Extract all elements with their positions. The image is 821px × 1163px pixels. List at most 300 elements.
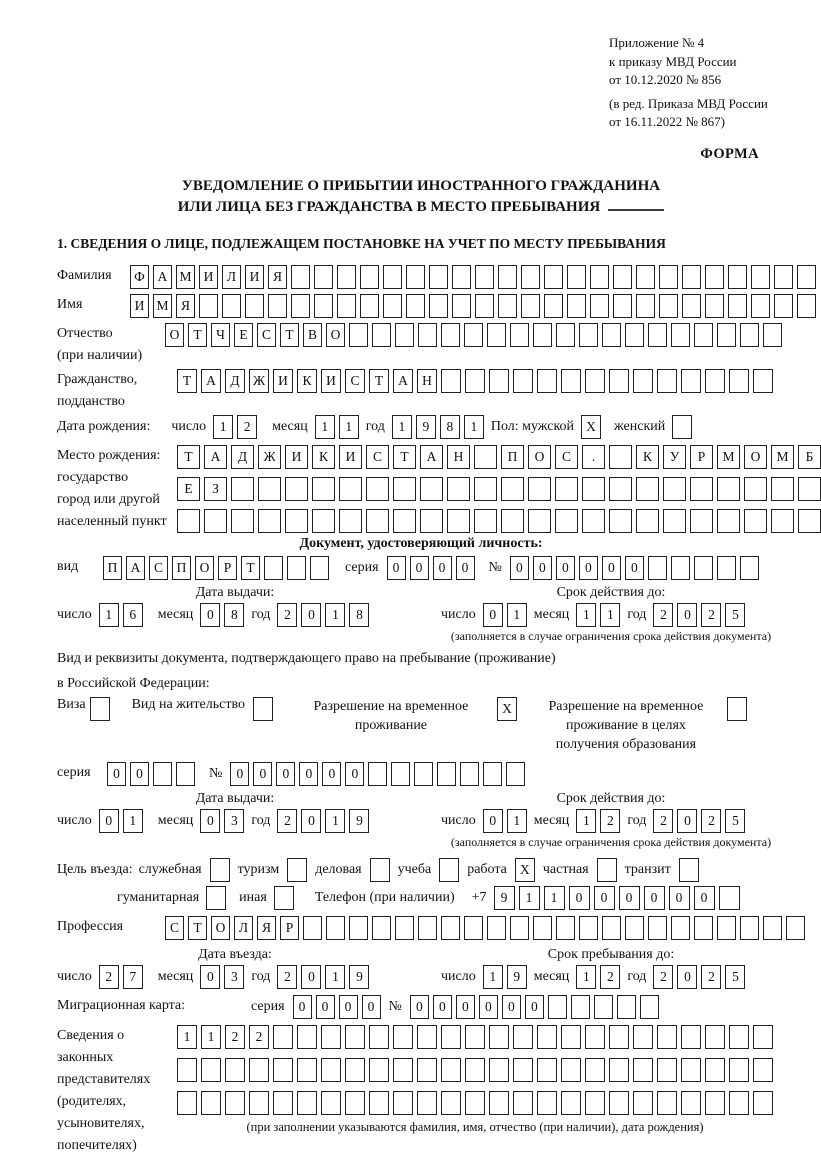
form-cell: Я	[257, 916, 276, 940]
form-cell	[321, 1025, 341, 1049]
form-cell: 2	[600, 965, 620, 989]
form-cell: 0	[387, 556, 406, 580]
citizenship-row	[57, 369, 785, 413]
visa-label: Виза	[57, 696, 86, 712]
form-cell: 2	[653, 965, 673, 989]
form-cell	[441, 916, 460, 940]
form-cell	[273, 1058, 293, 1082]
form-cell: М	[153, 294, 172, 318]
form-cell: У	[663, 445, 686, 469]
form-cell	[465, 369, 485, 393]
birth-month-cells	[315, 415, 359, 439]
purpose-business-checkbox	[370, 858, 390, 882]
form-cell	[176, 762, 195, 786]
form-cell	[719, 886, 740, 910]
form-cell: 1	[576, 603, 596, 627]
form-cell: 6	[123, 603, 143, 627]
form-cell	[561, 369, 581, 393]
form-cell: 1	[600, 603, 620, 627]
form-cell	[633, 1058, 653, 1082]
form-cell	[90, 697, 110, 721]
form-cell	[222, 294, 241, 318]
entry-dates-block	[57, 946, 785, 989]
guardians-label-line: усыновителях,	[57, 1115, 145, 1131]
valid-note: (заполняется в случае ограничения срока действия документа)	[450, 834, 772, 849]
stay-until-group	[441, 946, 781, 989]
birthplace-row1	[177, 445, 821, 469]
form-cell: Ч	[211, 323, 230, 347]
form-cell	[681, 1091, 701, 1115]
form-cell	[636, 509, 659, 533]
form-cell: Д	[225, 369, 245, 393]
form-cell	[429, 265, 448, 289]
form-cell	[303, 916, 322, 940]
form-cell	[705, 265, 724, 289]
form-cell: 1	[392, 415, 412, 439]
form-cell: 1	[507, 603, 527, 627]
permit-number-cells	[230, 762, 525, 786]
form-cell	[609, 1025, 629, 1049]
form-cell: Р	[280, 916, 299, 940]
form-cell	[585, 369, 605, 393]
day-label: число	[441, 606, 476, 622]
form-cell: 1	[507, 809, 527, 833]
form-cell	[395, 323, 414, 347]
guardians-block	[57, 1025, 785, 1157]
iddoc-issue-group	[57, 584, 413, 627]
migcard-row	[57, 995, 785, 1019]
form-cell	[648, 916, 667, 940]
form-cell	[513, 1058, 533, 1082]
iddoc-exp-year-cells	[653, 603, 745, 627]
form-cell	[258, 509, 281, 533]
form-cell: 0	[301, 603, 321, 627]
form-cell	[314, 265, 333, 289]
form-cell	[579, 323, 598, 347]
iddoc-heading: Документ, удостоверяющий личность:	[299, 535, 543, 551]
form-cell	[383, 294, 402, 318]
form-cell	[321, 1091, 341, 1115]
surname-cells	[130, 265, 816, 289]
purpose-other-label: иная	[239, 889, 267, 905]
migcard-number-cells	[410, 995, 659, 1019]
form-cell: 0	[669, 886, 690, 910]
form-cell	[291, 294, 310, 318]
iddoc-issue-day-cells	[99, 603, 143, 627]
form-cell	[717, 477, 740, 501]
firstname-label: Имя	[57, 296, 83, 312]
form-cell: М	[176, 265, 195, 289]
form-cell	[763, 916, 782, 940]
form-cell	[513, 369, 533, 393]
form-cell	[727, 697, 747, 721]
form-cell: 0	[456, 995, 475, 1019]
form-cell	[337, 265, 356, 289]
form-cell	[465, 1025, 485, 1049]
form-cell: 1	[544, 886, 565, 910]
form-cell	[199, 294, 218, 318]
form-cell	[537, 1025, 557, 1049]
form-cell	[609, 477, 632, 501]
form-cell: 0	[556, 556, 575, 580]
form-cell	[797, 265, 816, 289]
form-cell: 0	[253, 762, 272, 786]
form-cell	[528, 477, 551, 501]
surname-row	[57, 265, 785, 289]
form-cell	[636, 477, 659, 501]
migcard-number-label: №	[388, 998, 402, 1014]
purpose-label: Цель въезда:	[57, 861, 133, 877]
form-cell: 1	[483, 965, 503, 989]
form-cell	[556, 916, 575, 940]
valid-note: (заполняется в случае ограничения срока действия документа)	[450, 628, 772, 643]
form-cell	[648, 323, 667, 347]
purpose-work-label: работа	[467, 861, 507, 877]
guardians-note: (при заполнении указываются фамилия, имя, отчество (при наличии), дата рождения)	[246, 1119, 704, 1134]
form-cell: С	[165, 916, 184, 940]
form-cell	[177, 509, 200, 533]
phone-cells	[494, 886, 740, 910]
form-cell: 0	[301, 965, 321, 989]
form-cell	[417, 1091, 437, 1115]
form-cell	[521, 294, 540, 318]
form-cell	[268, 294, 287, 318]
form-cell: Т	[280, 323, 299, 347]
form-cell	[285, 477, 308, 501]
form-cell: Р	[218, 556, 237, 580]
form-cell: О	[744, 445, 767, 469]
form-cell	[705, 1058, 725, 1082]
form-cell	[633, 1025, 653, 1049]
form-cell	[729, 369, 749, 393]
form-cell	[339, 509, 362, 533]
form-cell: 0	[533, 556, 552, 580]
form-cell: 0	[130, 762, 149, 786]
form-cell	[393, 1025, 413, 1049]
permit-dates-block	[57, 790, 785, 850]
year-label: год	[365, 418, 385, 434]
form-cell	[571, 995, 590, 1019]
form-cell	[383, 265, 402, 289]
form-cell	[274, 886, 294, 910]
form-cell: 8	[349, 603, 369, 627]
form-cell	[437, 762, 456, 786]
month-label: месяц	[533, 968, 570, 984]
month-label: месяц	[533, 606, 570, 622]
form-cell	[681, 1058, 701, 1082]
form-cell: 0	[502, 995, 521, 1019]
form-cell	[740, 556, 759, 580]
temp-residence-edu-label: Разрешение на временное проживание в целях получения образования	[548, 698, 704, 752]
year-label: год	[627, 812, 647, 828]
form-cell	[537, 1091, 557, 1115]
surname-label: Фамилия	[57, 267, 112, 283]
purpose-private-checkbox	[597, 858, 617, 882]
permit-issue-year-cells	[277, 809, 369, 833]
form-cell: 2	[653, 603, 673, 627]
form-cell: 0	[276, 762, 295, 786]
form-cell: 0	[525, 995, 544, 1019]
form-cell	[640, 995, 659, 1019]
month-label: месяц	[157, 812, 194, 828]
form-cell: Т	[369, 369, 389, 393]
form-cell: X	[497, 697, 517, 721]
form-cell: X	[515, 858, 535, 882]
permit-exp-month-cells	[576, 809, 620, 833]
form-cell: 9	[416, 415, 436, 439]
form-cell	[679, 858, 699, 882]
purpose-row2	[117, 886, 785, 910]
form-cell	[177, 1058, 197, 1082]
form-cell	[694, 916, 713, 940]
form-cell: С	[345, 369, 365, 393]
doc-type-label: вид	[57, 558, 79, 574]
form-cell	[452, 265, 471, 289]
permit-number-label: №	[209, 765, 223, 781]
form-cell: К	[297, 369, 317, 393]
iddoc-issue-month-cells	[200, 603, 244, 627]
form-cell	[231, 477, 254, 501]
month-label: месяц	[272, 418, 308, 434]
form-cell: С	[149, 556, 168, 580]
form-cell: И	[273, 369, 293, 393]
form-cell: Т	[177, 445, 200, 469]
form-cell	[537, 369, 557, 393]
patronymic-label-line1: Отчество	[57, 325, 113, 341]
form-cell	[498, 265, 517, 289]
form-cell	[406, 294, 425, 318]
form-cell: А	[201, 369, 221, 393]
birthplace-cells	[177, 445, 821, 533]
form-cell: 0	[316, 995, 335, 1019]
form-cell	[310, 556, 329, 580]
stay-until-title: Срок пребывания до:	[547, 946, 675, 962]
form-cell	[464, 323, 483, 347]
form-cell	[613, 265, 632, 289]
form-cell: Н	[417, 369, 437, 393]
birthplace-label-line2: государство	[57, 469, 129, 485]
iddoc-issue-year-cells	[277, 603, 369, 627]
form-cell: Б	[798, 445, 821, 469]
form-cell: О	[165, 323, 184, 347]
form-cell: 1	[325, 965, 345, 989]
form-cell	[474, 509, 497, 533]
form-cell: 1	[576, 809, 596, 833]
form-cell	[556, 323, 575, 347]
form-cell	[369, 1025, 389, 1049]
form-cell: О	[326, 323, 345, 347]
form-cell	[657, 1058, 677, 1082]
form-cell: Д	[231, 445, 254, 469]
form-cell	[489, 1058, 509, 1082]
residence-permit-checkbox	[253, 697, 273, 721]
form-cell	[513, 1091, 533, 1115]
form-cell	[447, 509, 470, 533]
iddoc-exp-day-cells	[483, 603, 527, 627]
form-cell	[528, 509, 551, 533]
form-cell	[544, 265, 563, 289]
birthplace-block	[57, 445, 814, 533]
form-cell: 0	[579, 556, 598, 580]
form-cell	[609, 445, 632, 469]
form-cell: 2	[249, 1025, 269, 1049]
form-cell	[393, 1091, 413, 1115]
form-cell: П	[501, 445, 524, 469]
birthplace-label	[57, 445, 177, 533]
temp-residence-checkbox	[497, 697, 517, 721]
form-title	[57, 176, 785, 218]
purpose-study-label: учеба	[397, 861, 432, 877]
purpose-study-checkbox	[439, 858, 459, 882]
phone-prefix: +7	[471, 889, 487, 905]
form-cell: И	[130, 294, 149, 318]
form-cell	[314, 294, 333, 318]
form-cell	[555, 477, 578, 501]
form-cell	[395, 916, 414, 940]
form-cell	[368, 762, 387, 786]
form-cell: 0	[99, 809, 119, 833]
permit-exp-year-cells	[653, 809, 745, 833]
purpose-tourism-label: туризм	[237, 861, 280, 877]
form-cell	[287, 556, 306, 580]
form-cell: 0	[594, 886, 615, 910]
form-cell	[297, 1058, 317, 1082]
form-cell	[393, 477, 416, 501]
form-cell: 2	[701, 965, 721, 989]
doc-type-cells	[103, 556, 329, 580]
form-cell	[177, 1091, 197, 1115]
form-cell	[253, 697, 273, 721]
form-cell	[602, 323, 621, 347]
form-cell	[753, 1058, 773, 1082]
form-cell	[561, 1091, 581, 1115]
form-cell	[717, 916, 736, 940]
form-cell: О	[211, 916, 230, 940]
form-cell: К	[312, 445, 335, 469]
form-cell	[489, 1091, 509, 1115]
form-cell	[555, 509, 578, 533]
form-cell: 0	[301, 809, 321, 833]
form-cell	[483, 762, 502, 786]
form-cell	[753, 369, 773, 393]
form-cell: 0	[644, 886, 665, 910]
form-cell	[369, 1058, 389, 1082]
form-cell	[533, 323, 552, 347]
form-cell	[548, 995, 567, 1019]
form-cell	[609, 369, 629, 393]
form-cell: 0	[479, 995, 498, 1019]
birthdate-row	[57, 415, 785, 439]
sex-female-checkbox	[672, 415, 692, 439]
form-cell	[264, 556, 283, 580]
form-cell	[657, 1091, 677, 1115]
day-label: число	[57, 606, 92, 622]
purpose-business-label: деловая	[315, 861, 362, 877]
form-cell: 0	[200, 809, 220, 833]
form-cell	[326, 916, 345, 940]
form-cell	[771, 509, 794, 533]
permit-series-label: серия	[57, 764, 91, 780]
form-cell	[717, 556, 736, 580]
form-cell	[740, 916, 759, 940]
profession-row	[57, 916, 785, 940]
form-cell: 0	[322, 762, 341, 786]
birthdate-label: Дата рождения:	[57, 418, 151, 434]
form-cell: 0	[410, 556, 429, 580]
patronymic-cells	[165, 323, 782, 347]
form-cell: Ф	[130, 265, 149, 289]
appendix-reference	[609, 34, 785, 132]
purpose-row	[57, 858, 785, 882]
form-cell	[617, 995, 636, 1019]
form-cell	[594, 995, 613, 1019]
form-cell	[579, 916, 598, 940]
form-cell	[636, 265, 655, 289]
form-cell	[659, 265, 678, 289]
form-title-line2: ИЛИ ЛИЦА БЕЗ ГРАЖДАНСТВА В МЕСТО ПРЕБЫВАНИЯ	[177, 198, 601, 215]
entry-date-group	[57, 946, 413, 989]
form-cell	[420, 477, 443, 501]
form-cell	[705, 1025, 725, 1049]
form-cell: 0	[230, 762, 249, 786]
day-label: число	[57, 968, 92, 984]
form-cell: 7	[123, 965, 143, 989]
form-cell: М	[717, 445, 740, 469]
year-label: год	[627, 606, 647, 622]
form-cell	[774, 294, 793, 318]
form-cell	[585, 1025, 605, 1049]
form-cell	[690, 509, 713, 533]
form-cell: 0	[625, 556, 644, 580]
form-cell: П	[103, 556, 122, 580]
guardians-label-line: законных	[57, 1049, 114, 1065]
form-cell: 2	[701, 809, 721, 833]
form-cell	[418, 916, 437, 940]
form-cell: 0	[677, 603, 697, 627]
purpose-humanitarian-checkbox	[206, 886, 226, 910]
form-cell	[636, 294, 655, 318]
form-cell	[585, 1058, 605, 1082]
year-label: год	[251, 968, 271, 984]
appendix-line: Приложение № 4	[609, 35, 705, 50]
form-cell	[285, 509, 308, 533]
form-cell: Т	[177, 369, 197, 393]
form-cell: И	[199, 265, 218, 289]
guardians-row2	[177, 1058, 773, 1082]
form-cell	[349, 323, 368, 347]
form-cell: 0	[694, 886, 715, 910]
form-cell	[417, 1025, 437, 1049]
birthplace-label-line3: город или другой	[57, 491, 160, 507]
visa-checkbox	[90, 697, 110, 721]
form-cell	[506, 762, 525, 786]
form-cell	[249, 1058, 269, 1082]
form-cell	[297, 1091, 317, 1115]
iddoc-row	[57, 556, 785, 580]
edition-line: (в ред. Приказа МВД России	[609, 95, 768, 111]
form-cell	[740, 323, 759, 347]
form-cell	[474, 445, 497, 469]
stay-year-cells	[653, 965, 745, 989]
form-cell	[297, 1025, 317, 1049]
form-cell	[671, 556, 690, 580]
day-label: число	[441, 812, 476, 828]
form-cell	[201, 1091, 221, 1115]
form-cell: М	[771, 445, 794, 469]
form-cell	[561, 1058, 581, 1082]
form-cell	[705, 294, 724, 318]
form-cell	[360, 265, 379, 289]
